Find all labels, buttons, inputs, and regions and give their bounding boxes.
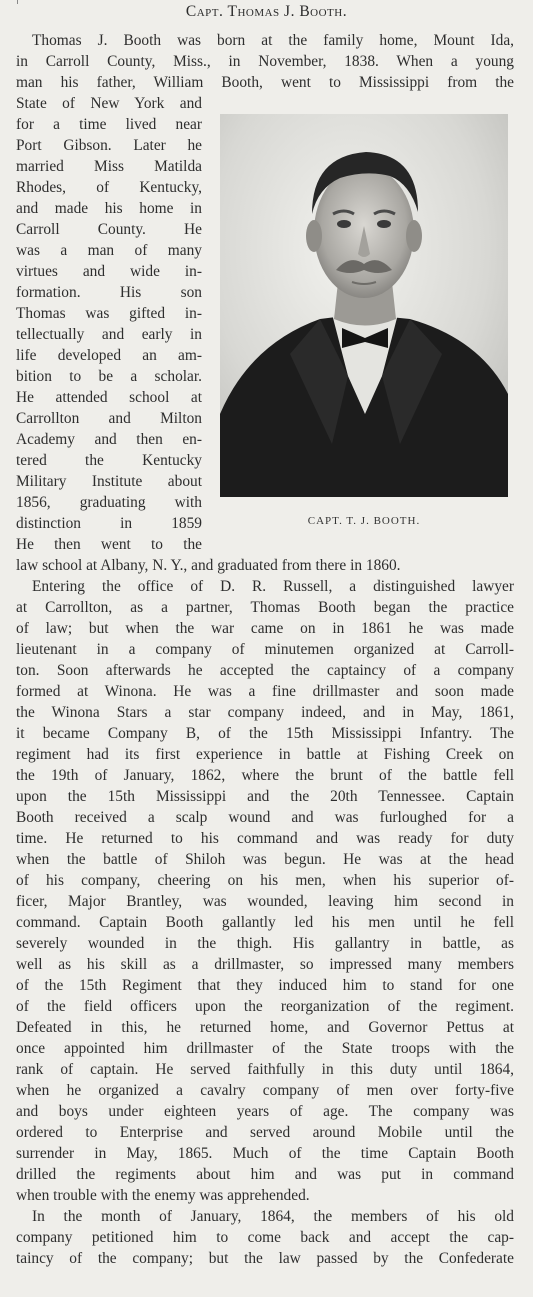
text-line: lieutenant in a company of minutemen organized at Carroll-: [16, 641, 514, 658]
text-line: Entering the office of D. R. Russell, a distinguished lawyer: [32, 578, 514, 595]
text-line: of the 15th Regiment that they induced him to stand for one: [16, 977, 514, 994]
text-line: distinction in 1859: [16, 515, 202, 532]
text-line: State of New York and: [16, 95, 202, 112]
text-line: the Winona Stars a star company indeed, and in May, 1861,: [16, 704, 514, 721]
text-line: and boys under eighteen years of age. The company was: [16, 1103, 514, 1120]
text-line: rank of captain. He served faithfully in this duty until 1864,: [16, 1061, 514, 1078]
text-line: when trouble with the enemy was apprehended.: [16, 1187, 310, 1204]
text-line: virtues and wide in-: [16, 263, 202, 280]
text-line: of his company, cheering on his men, when his superior of-: [16, 872, 514, 889]
text-line: taincy of the company; but the law passed by the Confederate: [16, 1250, 514, 1267]
text-line: Thomas was gifted in-: [16, 305, 202, 322]
text-line: Thomas J. Booth was born at the family home, Mount Ida,: [32, 32, 514, 49]
text-line: law school at Albany, N. Y., and graduated from there in 1860.: [16, 557, 401, 574]
text-line: for a time lived near: [16, 116, 202, 133]
text-line: He attended school at: [16, 389, 202, 406]
text-line: tellectually and early in: [16, 326, 202, 343]
text-line: 1856, graduating with: [16, 494, 202, 511]
text-line: Booth received a scalp wound and was furloughed for a: [16, 809, 514, 826]
text-line: well as his skill as a drillmaster, so impressed many members: [16, 956, 514, 973]
text-line: when the battle of Shiloh was begun. He was at the head: [16, 851, 514, 868]
text-line: and made his home in: [16, 200, 202, 217]
text-line: time. He returned to his command and was ready for duty: [16, 830, 514, 847]
text-line: formation. His son: [16, 284, 202, 301]
text-line: man his father, William Booth, went to Mississippi from the: [16, 74, 514, 91]
text-line: command. Captain Booth gallantly led his men until he fell: [16, 914, 514, 931]
text-line: drilled the regiments about him and was put in command: [16, 1166, 514, 1183]
text-line: was a man of many: [16, 242, 202, 259]
text-line: Carrollton and Milton: [16, 410, 202, 427]
text-line: life developed an am-: [16, 347, 202, 364]
text-line: when he organized a cavalry company of men over forty-five: [16, 1082, 514, 1099]
text-line: in Carroll County, Miss., in November, 1838. When a young: [16, 53, 514, 70]
text-line: ficer, Major Brantley, was wounded, leaving him second in: [16, 893, 514, 910]
text-line: severely wounded in the thigh. His gallantry in battle, as: [16, 935, 514, 952]
portrait-photo: [220, 114, 508, 497]
text-line: surrender in May, 1865. Much of the time Captain Booth: [16, 1145, 514, 1162]
photo-caption: CAPT. T. J. BOOTH.: [307, 515, 421, 527]
text-line: married Miss Matilda: [16, 158, 202, 175]
text-line: at Carrollton, as a partner, Thomas Booth began the practice: [16, 599, 514, 616]
page-heading: Capt. Thomas J. Booth.: [185, 3, 348, 20]
text-line: Port Gibson. Later he: [16, 137, 202, 154]
text-line: Carroll County. He: [16, 221, 202, 238]
text-line: In the month of January, 1864, the members of his old: [32, 1208, 514, 1225]
text-line: of law; but when the war came on in 1861 he was made: [16, 620, 514, 637]
text-line: the 19th of January, 1862, where the brunt of the battle fell: [16, 767, 514, 784]
text-line: it became Company B, of the 15th Mississippi Infantry. The: [16, 725, 514, 742]
text-line: upon the 15th Mississippi and the 20th Tennessee. Captain: [16, 788, 514, 805]
text-line: company petitioned him to come back and accept the cap-: [16, 1229, 514, 1246]
text-line: ton. Soon afterwards he accepted the captaincy of a company: [16, 662, 514, 679]
text-line: Defeated in this, he returned home, and Governor Pettus at: [16, 1019, 514, 1036]
text-line: bition to be a scholar.: [16, 368, 202, 385]
text-line: Military Institute about: [16, 473, 202, 490]
text-line: ordered to Enterprise and served around Mobile until the: [16, 1124, 514, 1141]
text-line: tered the Kentucky: [16, 452, 202, 469]
text-line: formed at Winona. He was a fine drillmaster and soon made: [16, 683, 514, 700]
text-line: Academy and then en-: [16, 431, 202, 448]
text-line: Rhodes, of Kentucky,: [16, 179, 202, 196]
text-line: of the field officers upon the reorganization of the regiment.: [16, 998, 514, 1015]
text-line: regiment had its first experience in battle at Fishing Creek on: [16, 746, 514, 763]
text-line: once appointed him drillmaster of the State troops with the: [16, 1040, 514, 1057]
text-line: He then went to the: [16, 536, 202, 553]
